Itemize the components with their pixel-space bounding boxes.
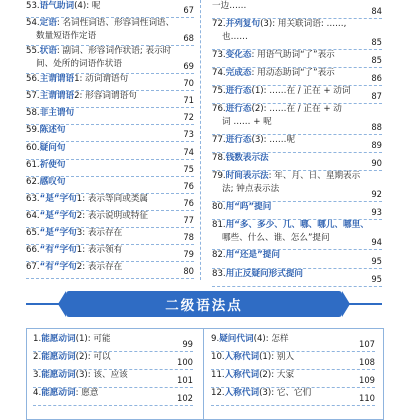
entry-number: 1. <box>33 334 42 344</box>
section-banner <box>26 290 382 318</box>
entry-title: 能愿动词 <box>41 388 76 398</box>
entry-page-number: 100 <box>177 357 193 367</box>
entry-number: 4. <box>33 388 42 398</box>
entry-page-number: 88 <box>371 121 382 132</box>
toc-entry-text <box>212 220 369 231</box>
toc-entry[interactable] <box>212 103 382 135</box>
toc-entry[interactable] <box>212 67 382 86</box>
entry-page-number: 99 <box>182 339 193 349</box>
entry-continuation: 间、处所的词语作状语 <box>36 59 122 70</box>
toc-entry[interactable] <box>212 0 382 19</box>
entry-title: 钱数表示法 <box>225 153 269 163</box>
entry-title: 主谓谓语 <box>39 91 75 102</box>
entry-desc: 3: 表示存在 <box>76 228 123 238</box>
entry-continuation: 词 …… + 呢 <box>222 117 272 128</box>
entry-title: “有”字句 <box>39 262 77 273</box>
toc-entry-text <box>212 153 269 164</box>
entry-page-number: 101 <box>177 375 193 385</box>
entry-title: 非主谓句 <box>39 108 75 119</box>
toc-entry-text <box>211 388 311 399</box>
entry-number: 57. <box>26 91 40 102</box>
entry-title: “是”字句 <box>39 210 77 221</box>
toc-entry[interactable] <box>26 227 194 245</box>
toc-entry[interactable] <box>211 333 375 352</box>
entry-desc: (4): 怎样 <box>253 334 289 344</box>
entry-number: 76. <box>212 104 226 115</box>
toc-entry-text <box>26 262 122 273</box>
toc-entry[interactable] <box>212 49 382 68</box>
entry-desc: : 名词性词语、形容词性词语、 <box>56 18 175 29</box>
toc-entry[interactable] <box>212 268 382 287</box>
toc-entry[interactable] <box>26 159 194 177</box>
entry-desc: (1): 别人 <box>259 352 295 362</box>
entry-continuation: 哪些、什么、谁、怎么”提问 <box>222 232 330 243</box>
entry-desc: (2): 可以 <box>75 352 111 362</box>
toc-entry[interactable] <box>212 152 382 171</box>
entry-number: 65. <box>26 228 40 238</box>
entry-number: 83. <box>212 268 226 279</box>
toc-entry[interactable] <box>26 107 194 125</box>
entry-number: 81. <box>212 219 226 230</box>
toc-entry-text <box>211 352 294 363</box>
toc-entry[interactable] <box>33 369 193 388</box>
toc-entry[interactable] <box>26 45 194 74</box>
toc-entry[interactable] <box>212 134 382 153</box>
entry-title: 变化态 <box>225 49 252 60</box>
entry-number: 66. <box>26 245 40 256</box>
entry-page-number: 89 <box>371 139 382 150</box>
entry-desc: (1): ……在 / 正在 + 动词 <box>251 86 351 97</box>
entry-page-number: 80 <box>183 266 194 277</box>
entry-number: 53. <box>26 1 40 11</box>
entry-title: 并列复句 <box>225 19 261 30</box>
entry-number: 10. <box>211 352 225 362</box>
entry-page-number: 73 <box>183 129 194 140</box>
entry-desc: : 愿意 <box>75 388 99 398</box>
toc-level2 <box>26 328 384 420</box>
toc-entry[interactable] <box>212 219 382 251</box>
entry-title: 进行态 <box>225 104 252 115</box>
entry-desc: 一边…… <box>212 1 247 11</box>
toc-entry-text <box>212 171 360 182</box>
entry-number: 55. <box>26 46 40 57</box>
entry-title: 感叹句 <box>39 176 66 187</box>
entry-title: “是”字句 <box>39 228 77 238</box>
entry-title: 定语 <box>39 18 57 29</box>
entry-page-number: 68 <box>183 33 194 44</box>
toc-entry-text <box>33 388 98 399</box>
toc-entry-text <box>212 269 303 280</box>
entry-title: 人称代词 <box>224 370 260 380</box>
entry-title: 人称代词 <box>224 352 260 362</box>
section-title: 二级语法点 <box>66 291 342 317</box>
entry-page-number: 76 <box>183 180 194 191</box>
toc-entry-text <box>212 50 335 61</box>
entry-page-number: 108 <box>359 357 375 367</box>
toc-entry[interactable] <box>26 210 194 228</box>
entry-page-number: 94 <box>371 237 382 248</box>
toc-entry[interactable] <box>26 124 194 142</box>
entry-title: 用“吗”提问 <box>225 201 272 212</box>
entry-continuation: 法; 钟点表示法 <box>222 184 280 195</box>
entry-page-number: 69 <box>183 61 194 72</box>
toc-entry-text <box>212 1 246 12</box>
toc-entry-text <box>26 245 122 256</box>
toc-entry-text <box>26 160 65 171</box>
entry-number: 9. <box>211 334 220 344</box>
entry-title: 人称代词 <box>224 388 260 398</box>
toc-entry[interactable] <box>33 351 193 370</box>
toc-entry-text <box>211 370 294 381</box>
toc-entry-text <box>212 104 342 115</box>
toc-entry[interactable] <box>26 176 194 194</box>
toc-entry-text <box>33 352 111 363</box>
entry-number: 75. <box>212 86 226 97</box>
entry-desc: 1: 表示等同或类属 <box>76 193 149 204</box>
toc-entry[interactable] <box>26 261 194 279</box>
toc-entry-text <box>26 46 171 57</box>
entry-number: 67. <box>26 262 40 273</box>
entry-title: 进行态 <box>225 134 252 145</box>
entry-desc: (4): 呢 <box>74 1 101 11</box>
entry-number: 12. <box>211 388 225 398</box>
entry-number: 60. <box>26 142 40 153</box>
entry-desc: 2: 表示存在 <box>76 262 123 273</box>
entry-page-number: 70 <box>183 78 194 89</box>
entry-desc: (3): ……呢 <box>251 134 296 145</box>
entry-number: 63. <box>26 193 40 204</box>
entry-desc: 2: 表示说明或特征 <box>76 210 149 221</box>
entry-title: 陈述句 <box>39 125 66 136</box>
entry-continuation: 也…… <box>222 32 248 43</box>
entry-title: 完成态 <box>225 67 252 78</box>
toc-entry[interactable] <box>26 17 194 46</box>
entry-number: 59. <box>26 125 40 136</box>
entry-desc: : 年、月、日、星期表示 <box>268 171 361 182</box>
entry-title: 能愿动词 <box>41 370 76 380</box>
toc-entry-text <box>212 202 271 213</box>
entry-page-number: 87 <box>371 91 382 102</box>
entry-number: 11. <box>211 370 225 380</box>
toc-entry-text <box>26 125 65 136</box>
toc-entry-text <box>26 108 74 119</box>
entry-page-number: 109 <box>359 375 375 385</box>
entry-page-number: 93 <box>371 206 382 217</box>
entry-number: 54. <box>26 18 40 29</box>
entry-desc: : 用语气助词“了”表示 <box>251 49 335 60</box>
entry-title: 语气助词 <box>39 1 75 11</box>
entry-continuation: 数量短语作定语 <box>36 31 97 42</box>
entry-number: 80. <box>212 201 226 212</box>
toc-entry[interactable] <box>212 85 382 104</box>
toc-entry-text <box>212 68 335 79</box>
entry-title: 疑问句 <box>39 142 66 153</box>
toc-entry-text <box>26 194 148 205</box>
entry-title: 用“多、多少、几、哪、哪儿、哪里、 <box>225 219 369 230</box>
entry-page-number: 74 <box>183 146 194 157</box>
entry-desc: (3): 该、应该 <box>75 370 128 380</box>
toc-entry[interactable] <box>33 387 193 406</box>
entry-number: 58. <box>26 108 40 119</box>
entry-number: 72. <box>212 19 226 30</box>
entry-page-number: 85 <box>371 36 382 47</box>
entry-desc: 2: 形容词谓语句 <box>74 91 137 102</box>
toc-entry-text <box>211 334 289 345</box>
entry-title: 时间表示法 <box>225 171 269 182</box>
toc-entry-text <box>33 370 128 381</box>
toc-entry[interactable] <box>26 244 194 262</box>
entry-title: 能愿动词 <box>41 334 76 344</box>
entry-desc: : 副词、形容词作状语; 表示时 <box>56 46 172 57</box>
entry-page-number: 84 <box>371 6 382 17</box>
toc-entry[interactable] <box>26 90 194 108</box>
toc-entry[interactable] <box>211 351 375 370</box>
toc-entry-text <box>26 143 65 154</box>
toc-entry[interactable] <box>26 73 194 91</box>
entry-title: 用“还是”提问 <box>225 250 280 261</box>
entry-page-number: 79 <box>183 249 194 260</box>
entry-title: 状语 <box>39 46 57 57</box>
entry-title: 疑问代词 <box>219 334 254 344</box>
toc-entry-text <box>212 19 346 30</box>
entry-number: 56. <box>26 74 40 85</box>
entry-title: 主谓谓语 <box>39 74 75 85</box>
entry-number: 79. <box>212 171 226 182</box>
entry-number: 3. <box>33 370 42 380</box>
entry-page-number: 95 <box>371 255 382 266</box>
toc-entry-text <box>212 86 350 97</box>
entry-page-number: 67 <box>183 5 194 16</box>
entry-desc: (2): 大家 <box>259 370 295 380</box>
entry-number: 62. <box>26 176 40 187</box>
toc-entry[interactable] <box>26 142 194 160</box>
entry-number: 82. <box>212 250 226 261</box>
entry-page-number: 95 <box>371 273 382 284</box>
entry-page-number: 92 <box>371 188 382 199</box>
entry-number: 73. <box>212 49 226 60</box>
entry-desc: 1: 表示领有 <box>76 245 123 256</box>
entry-number: 77. <box>212 134 226 145</box>
entry-desc: (2): ……在 / 正在 + 动 <box>251 104 342 115</box>
entry-page-number: 77 <box>183 214 194 225</box>
column-divider <box>203 329 204 419</box>
toc-entry-text <box>212 135 295 146</box>
entry-number: 64. <box>26 210 40 221</box>
toc-entry[interactable] <box>26 0 194 18</box>
entry-desc: 1: 动词谓语句 <box>74 74 129 85</box>
toc-entry[interactable] <box>212 249 382 268</box>
toc-entry[interactable] <box>211 387 375 406</box>
toc-entry-text <box>26 1 100 12</box>
entry-page-number: 86 <box>371 73 382 84</box>
entry-title: “是”字句 <box>39 193 77 204</box>
toc-entry[interactable] <box>26 193 194 211</box>
toc-entry[interactable] <box>212 201 382 220</box>
entry-title: 用正反疑问形式提问 <box>225 268 304 279</box>
entry-page-number: 76 <box>183 197 194 208</box>
entry-page-number: 102 <box>177 393 193 403</box>
toc-entry-text <box>26 74 128 85</box>
entry-page-number: 85 <box>371 54 382 65</box>
entry-number: 74. <box>212 67 226 78</box>
entry-desc: (3): 它、它们 <box>259 388 312 398</box>
entry-title: 进行态 <box>225 86 252 97</box>
entry-page-number: 107 <box>359 339 375 349</box>
entry-number: 78. <box>212 153 226 163</box>
entry-page-number: 71 <box>183 95 194 106</box>
toc-entry-text <box>26 211 148 222</box>
toc-entry-text <box>26 228 122 239</box>
toc-level1 <box>26 0 382 284</box>
toc-entry-text <box>33 334 111 345</box>
toc-entry[interactable] <box>212 18 382 50</box>
entry-desc: (3): 用关联词语: ……, <box>260 19 347 30</box>
entry-page-number: 72 <box>183 112 194 123</box>
toc-entry[interactable] <box>212 170 382 202</box>
toc-entry[interactable] <box>211 369 375 388</box>
entry-title: 祈使句 <box>39 159 66 170</box>
entry-page-number: 78 <box>183 232 194 243</box>
toc-entry-text <box>26 91 137 102</box>
entry-page-number: 90 <box>371 158 382 169</box>
entry-page-number: 110 <box>359 393 375 403</box>
entry-title: “有”字句 <box>39 245 77 256</box>
column-divider <box>200 0 201 280</box>
entry-desc: : 用动态助词“了”表示 <box>251 67 335 78</box>
toc-entry-text <box>26 177 65 188</box>
entry-page-number: 75 <box>183 163 194 174</box>
toc-entry-text <box>26 18 174 29</box>
toc-entry-text <box>212 250 280 261</box>
toc-entry[interactable] <box>33 333 193 352</box>
entry-number: 2. <box>33 352 42 362</box>
entry-number: 61. <box>26 159 40 170</box>
entry-desc: (1): 可能 <box>75 334 111 344</box>
entry-title: 能愿动词 <box>41 352 76 362</box>
